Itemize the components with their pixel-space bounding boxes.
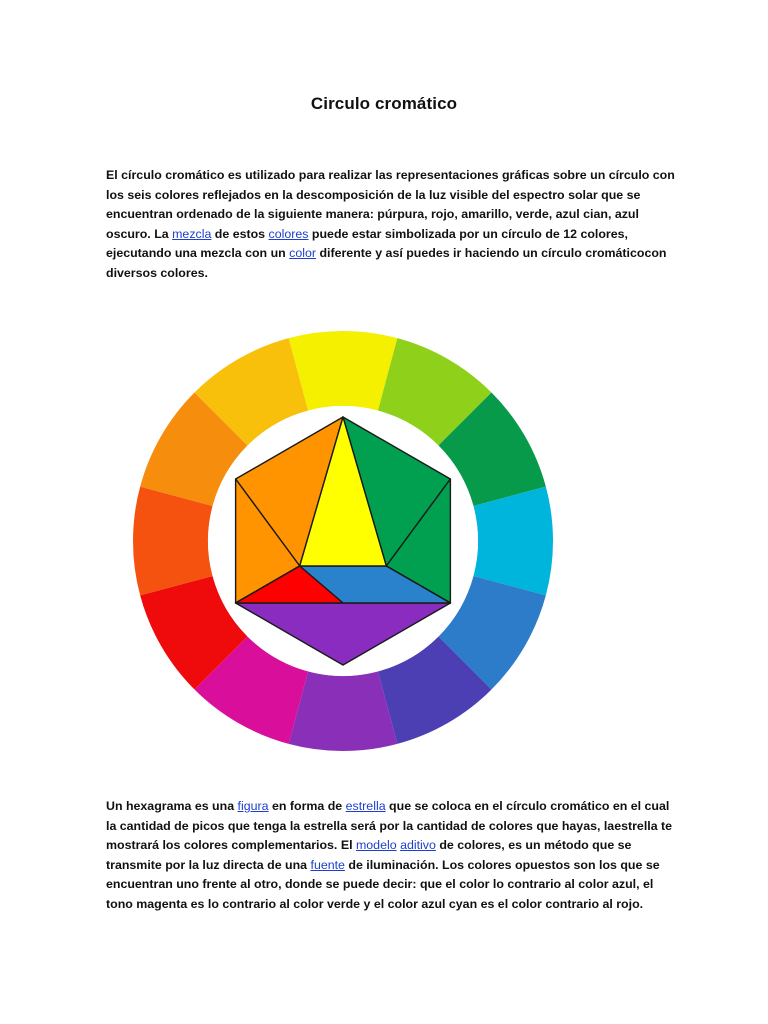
text-line [106, 264, 654, 284]
link-fuente[interactable]: fuente [310, 857, 345, 872]
intro-paragraph [106, 166, 675, 284]
text-span: El círculo cromático es utilizado para realizar las representaciones gráficas sobre un círculo con [106, 168, 675, 182]
text-span: oscuro. La [106, 226, 173, 241]
text-span: de colores, es un método que se [435, 838, 632, 853]
text-span: transmite por la luz directa de una [106, 857, 311, 872]
text-line [106, 166, 675, 186]
text-span: de estos [211, 226, 269, 241]
text-span: diferente y así puedes ir haciendo un círculo cromáticocon [316, 246, 667, 261]
link-aditivo[interactable]: aditivo [400, 838, 436, 853]
link-figura[interactable]: figura [237, 799, 269, 813]
text-line [106, 225, 654, 245]
text-span: de iluminación. Los colores opuestos son los que se [344, 857, 660, 872]
text-span: en forma de [268, 799, 346, 813]
wheel-segment [289, 331, 398, 411]
wheel-segment [289, 671, 398, 751]
text-span: la cantidad de picos que tenga la estrella será por la cantidad de colores que hayas, laestrella te [106, 818, 673, 833]
text-line [106, 875, 654, 895]
text-span: diversos colores. [106, 265, 208, 280]
text-span: encuentran ordenado de la siguiente manera: púrpura, rojo, amarillo, verde, azul cian, azul [106, 207, 639, 222]
page-title: Circulo cromático [310, 94, 458, 113]
link-colores[interactable]: colores [268, 226, 309, 241]
text-span: puede estar simbolizada por un círculo de 12 colores, [308, 226, 628, 241]
text-line [106, 244, 667, 264]
text-line [106, 895, 654, 915]
link-estrella[interactable]: estrella [345, 799, 386, 813]
wheel-segment [133, 487, 213, 596]
link-color[interactable]: color [289, 246, 317, 261]
text-line [106, 205, 654, 225]
text-span: Un hexagrama es una [106, 799, 238, 813]
text-line [106, 797, 670, 817]
text-line [106, 817, 673, 837]
body-paragraph [106, 797, 673, 915]
text-span: ejecutando una mezcla con un [106, 246, 290, 261]
text-span: que se coloca en el círculo cromático en el cual [385, 799, 670, 813]
link-mezcla[interactable]: mezcla [172, 226, 212, 241]
text-span: encuentran uno frente al otro, donde se puede decir: que el color lo contrario al color azul, el [106, 877, 654, 892]
text-line [106, 856, 660, 876]
text-line [106, 186, 654, 206]
text-line [106, 836, 654, 856]
wheel-segment [473, 487, 553, 596]
color-wheel-image [133, 331, 553, 751]
text-span: mostrará los colores complementarios. El [106, 838, 356, 853]
link-modelo[interactable]: modelo [355, 838, 397, 853]
text-span: tono magenta es lo contrario al color verde y el color azul cyan es el color contrario al rojo. [106, 896, 644, 911]
text-span: los seis colores reflejados en la descomposición de la luz visible del espectro solar que se [106, 187, 641, 202]
